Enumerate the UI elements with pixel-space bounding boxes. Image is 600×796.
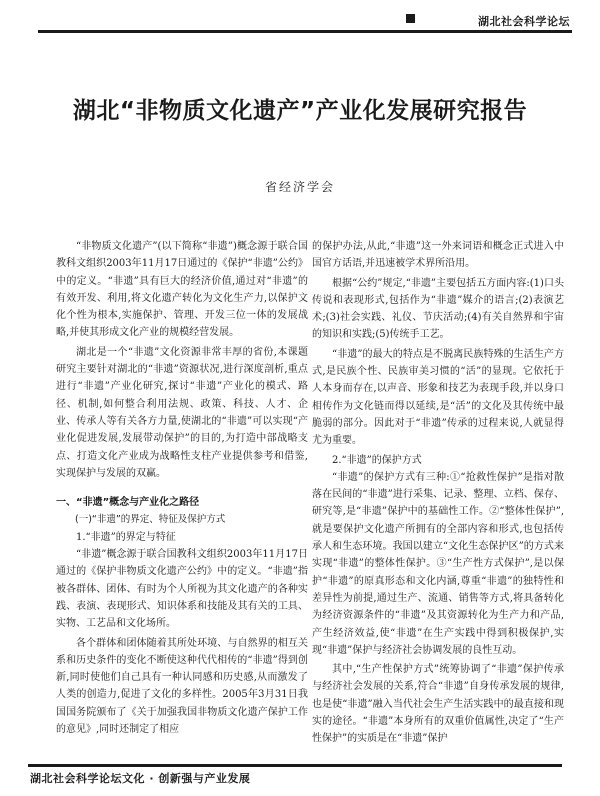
paragraph: 湖北是一个“非遗”文化资源非常丰厚的省份,本课题研究主要针对湖北的“非遗”资源状况,进行深度剖析,重点进行“非遗”产业化研究,探讨“非遗”产业化的模式、路径、机制,如何整合利用法规、政策、科技、人才、企业、传承人等有关各方力量,使湖北的“非遗”可以实现“产业化促进发展,发展带动保护”的目的,为打造中部战略支点、打造文化产业成为战略性支柱产业提供参考和借鉴,实现保护与发展的双赢。 [56,346,308,479]
running-head: 湖北社会科学论坛 [478,15,570,28]
paragraph: 根据“公约”规定,“非遗”主要包括五方面内容:(1)口头传说和表现形式,包括作为“非遗”媒介的语言;(2)表演艺术;(3)社会实践、礼仪、节庆活动;(4)有关自然界和宇宙的知识和实践;(5)传统手工艺。 [312,277,564,341]
top-rule [38,30,572,33]
section-heading: 一、“非遗”概念与产业化之路径 [56,497,200,509]
paragraph: 各个群体和团体随着其所处环境、与自然界的相互关系和历史条件的变化不断使这种代代相传的“非遗”得到创新,同时使他们自己具有一种认同感和历史感,从而激发了人类的创造力,促进了文化的多样性。2005年3月31日我国国务院颁布了《关于加强我国非物质文化遗产保护工作的意见》,同时还制定了相应 [56,637,308,736]
paragraph: 的保护办法,从此,“非遗”这一外来词语和概念正式进入中国官方话语,并迅速被学术界所沿用。 [312,241,564,270]
bottom-rule [28,764,562,767]
subsubsection-heading: 1.“非遗”的界定与特征 [76,531,176,543]
right-column [312,238,564,750]
paragraph: “非遗”的保护方式有三种:①“抢救性保护”是指对散落在民间的“非遗”进行采集、记录、整理、立档、保存、研究等,是“非遗”保护中的基础性工作。②“整体性保护”,就是要保护文化遗产所拥有的全部内容和形式,也包括传承人和生态环境。我国以建立“文化生态保护区”的方式来实现“非遗”的整体性保护。③“生产性方式保护”,是以保护“非遗”的原真形态和文化内涵,尊重“非遗”的独特性和差异性为前提,通过生产、流通、销售等方式,将具备转化为经济资源条件的“非遗”及其资源转化为生产力和产品,产生经济效益,使“非遗”在生产实践中得到积极保护,实现“非遗”保护与经济社会协调发展的良性互动。 [312,471,564,656]
paragraph: “非遗”的最大的特点是不脱离民族特殊的生活生产方式,是民族个性、民族审美习惯的“活”的显现。它依托于人本身而存在,以声音、形象和技艺为表现手段,并以身口相传作为文化链而得以延续,是“活”的文化及其传统中最脆弱的部分。因此对于“非遗”传承的过程来说,人就显得尤为重要。 [312,348,564,447]
subsection-heading: (一)“非遗”的界定、特征及保护方式 [75,514,226,526]
subsubsection-heading: 2.“非遗”的保护方式 [332,454,422,466]
article-title: 湖北“非物质文化遗产”产业化发展研究报告 [72,98,528,124]
paragraph: 其中,“生产性保护方式”统筹协调了“非遗”保护传承与经济社会发展的关系,符合“非遗”自身传承发展的规律,也是使“非遗”融入当代社会生产生活实践中的最直接和现实的途径。“非遗”本身所有的双重价值属性,决定了“生产性保护”的实质是在“非遗”保护 [312,664,564,745]
header-square-mark [406,14,415,23]
paragraph: “非物质文化遗产”(以下简称“非遗”)概念源于联合国教科文组织2003年11月17日通过的《保护“非遗”公约》中的定义。“非遗”具有巨大的经济价值,通过对“非遗”的有效开发、利用,将文化遗产转化为文化生产力,以保护文化个性为根本,实施保护、管理、开发三位一体的发展战略,并使其形成文化产业的规模经营发展。 [56,241,308,339]
left-column [56,238,308,740]
footer-text: 湖北社会科学论坛文化 · 创新强与产业发展 [30,772,251,785]
article-author: 省经济学会 [264,180,335,194]
paragraph: “非遗”概念源于联合国教科文组织2003年11月17日通过的《保护非物质文化遗产公约》中的定义。“非遗”指被各群体、团体、有时为个人所视为其文化遗产的各种实践、表演、表现形式、知识体系和技能及其有关的工具、实物、工艺品和文化场所。 [56,549,308,630]
